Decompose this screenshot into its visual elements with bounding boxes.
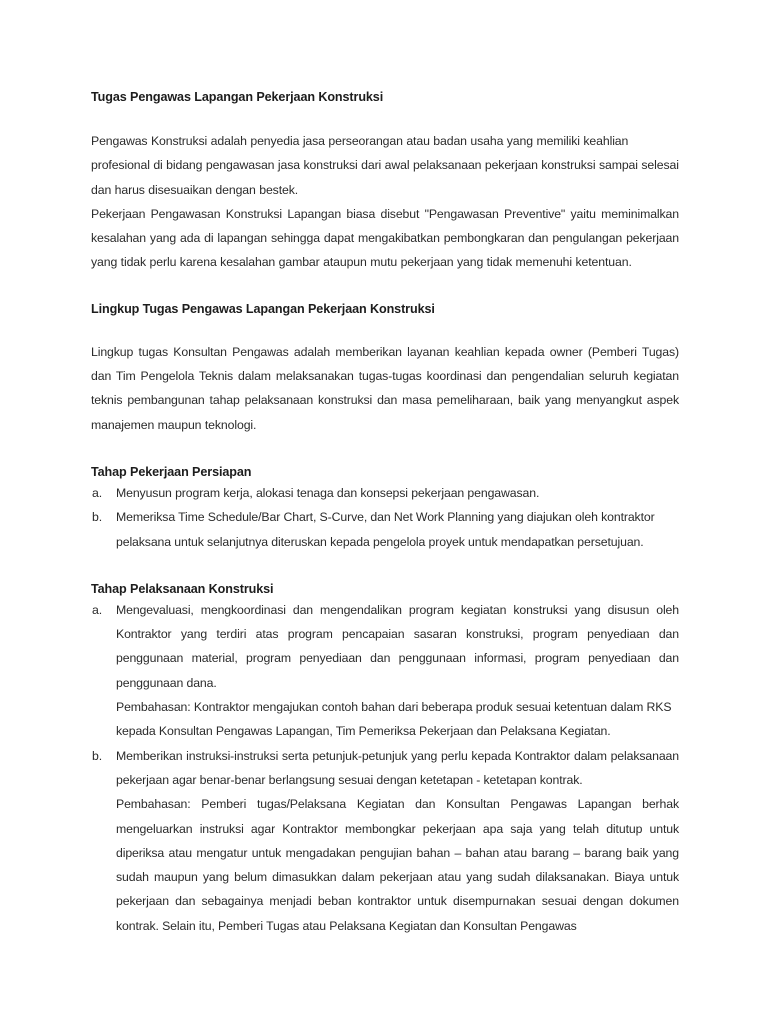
document-body — [91, 88, 679, 938]
section-heading-lingkup: Lingkup Tugas Pengawas Lapangan Pekerjaan Konstruksi — [91, 301, 435, 316]
pelaksanaan-list — [91, 598, 679, 938]
list-item-text: Memeriksa Time Schedule/Bar Chart, S-Curve, dan Net Work Planning yang diajukan oleh kontraktor pelaksana untuk selanjutnya diteruskan kepada pengelola proyek untuk mendapatkan persetujuan. — [116, 510, 655, 549]
list-item-text: Mengevaluasi, mengkoordinasi dan mengendalikan program kegiatan konstruksi yang disusun oleh Kontraktor yang terdiri atas program pencapaian sasaran konstruksi, program penyediaan dan penggunaan material, program penyediaan dan penggunaan informasi, program penyediaan dan penggunaan dana. — [116, 602, 679, 690]
pembahasan-note: Pembahasan: Pemberi tugas/Pelaksana Kegiatan dan Konsultan Pengawas Lapangan berhak mengeluarkan instruksi agar Kontraktor membongkar pekerjaan apa saja yang telah ditutup untuk diperiksa atau mengatur untuk mengadakan pengujian bahan – bahan atau barang – barang baik yang sudah maupun yang belum dimasukkan dalam pekerjaan atau yang sudah dilaksanakan. Biaya untuk pekerjaan dan sebagainya menjadi beban kontraktor untuk disempurnakan sesuai dengan dokumen kontrak. Selain itu, Pemberi Tugas atau Pelaksana Kegiatan dan Konsultan Pengawas — [116, 797, 679, 933]
section-heading-persiapan: Tahap Pekerjaan Persiapan — [91, 464, 252, 479]
persiapan-list — [91, 481, 679, 554]
list-marker: b. — [92, 510, 103, 525]
section-heading-pelaksanaan: Tahap Pelaksanaan Konstruksi — [91, 581, 274, 596]
spacer — [91, 318, 679, 340]
list-item-text: Menyusun program kerja, alokasi tenaga dan konsepsi pekerjaan pengawasan. — [116, 485, 540, 500]
spacer — [91, 275, 679, 300]
intro-paragraph-1: Pengawas Konstruksi adalah penyedia jasa perseorangan atau badan usaha yang memiliki keahlian profesional di bidang pengawasan jasa konstruksi dari awal pelaksanaan pekerjaan konstruksi sampai selesai dan harus disesuaikan dengan bestek. — [91, 134, 679, 197]
intro-paragraph-2: Pekerjaan Pengawasan Konstruksi Lapangan biasa disebut "Pengawasan Preventive" yaitu meminimalkan kesalahan yang ada di lapangan sehingga dapat mengakibatkan pembongkaran dan pengulangan pekerjaan yang tidak perlu karena kesalahan gambar ataupun mutu pekerjaan yang tidak memenuhi ketentuan. — [91, 206, 679, 270]
spacer — [91, 554, 679, 580]
list-item — [91, 744, 679, 938]
page-title: Tugas Pengawas Lapangan Pekerjaan Konstruksi — [91, 90, 384, 104]
list-marker: a. — [92, 602, 103, 617]
list-marker: a. — [92, 485, 103, 500]
spacer — [91, 106, 679, 129]
list-marker: b. — [92, 748, 103, 763]
list-item-text: Memberikan instruksi-instruksi serta petunjuk-petunjuk yang perlu kepada Kontraktor dalam pelaksanaan pekerjaan agar benar-benar berlangsung sesuai dengan ketetapan - ketetapan kontrak. — [116, 748, 679, 787]
pembahasan-note: Pembahasan: Kontraktor mengajukan contoh bahan dari beberapa produk sesuai ketentuan dalam RKS kepada Konsultan Pengawas Lapangan, Tim Pemeriksa Pekerjaan dan Pelaksana Kegiatan. — [116, 700, 672, 739]
list-item — [91, 505, 679, 554]
list-item — [91, 598, 679, 744]
lingkup-paragraph: Lingkup tugas Konsultan Pengawas adalah memberikan layanan keahlian kepada owner (Pemberi Tugas) dan Tim Pengelola Teknis dalam melaksanakan tugas-tugas koordinasi dan pengendalian seluruh kegiatan teknis pembangunan tahap pelaksanaan konstruksi dan masa pemeliharaan, baik yang menyangkut aspek manajemen maupun teknologi. — [91, 344, 679, 432]
spacer — [91, 437, 679, 463]
list-item — [91, 481, 679, 505]
